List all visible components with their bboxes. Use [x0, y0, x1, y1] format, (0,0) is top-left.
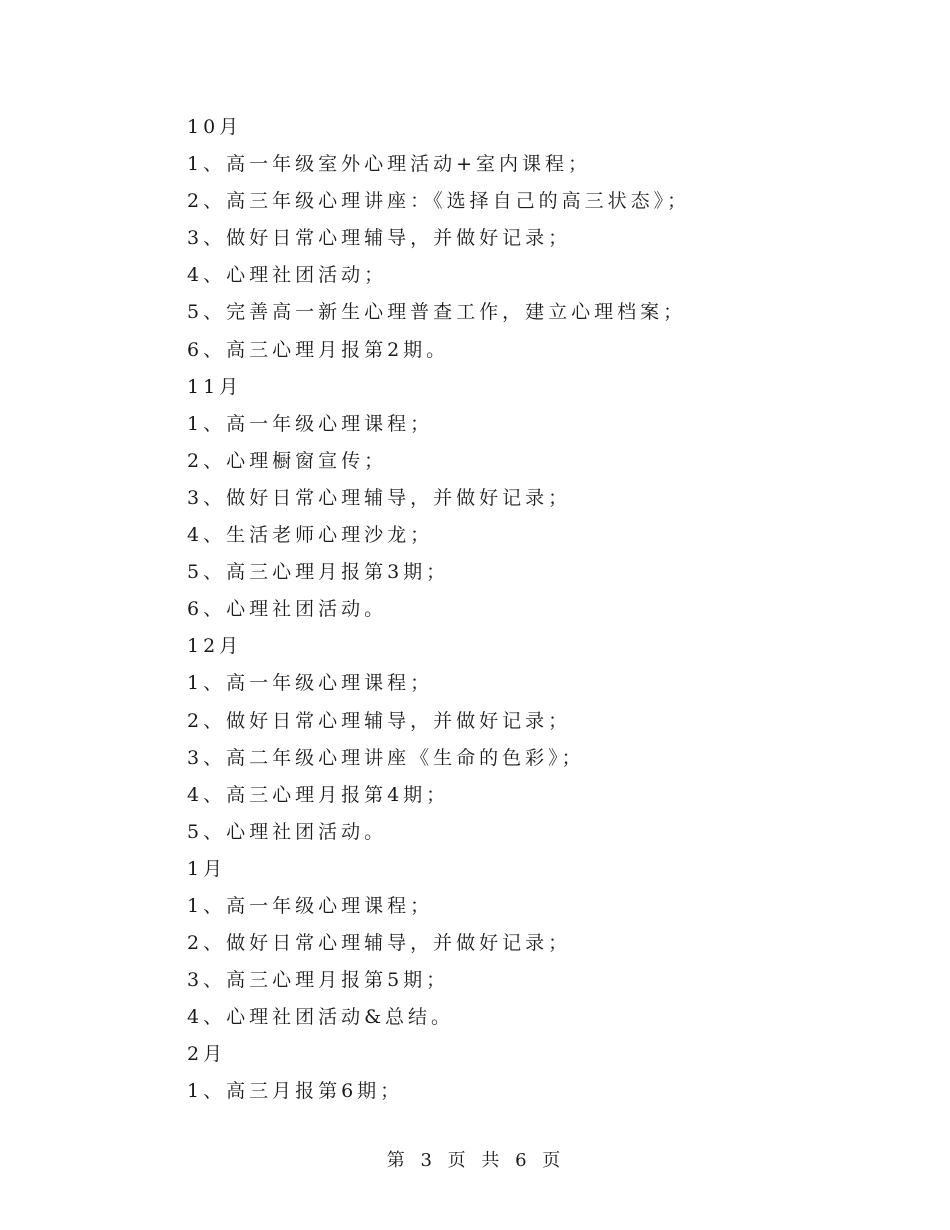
list-item: 5、高三心理月报第3期；	[187, 561, 450, 584]
list-item: 1、高一年级室外心理活动+室内课程；	[187, 153, 592, 176]
page-number-footer: 第 3 页 共 6 页	[386, 1150, 564, 1171]
list-item: 3、高三心理月报第5期；	[187, 969, 450, 992]
list-item: 5、心理社团活动。	[187, 820, 388, 843]
list-item: 4、高三心理月报第4期；	[187, 783, 450, 806]
list-item: 4、心理社团活动&总结。	[187, 1006, 455, 1029]
list-item: 1、高一年级心理课程；	[187, 412, 434, 435]
list-item: 6、心理社团活动。	[187, 598, 388, 621]
list-item: 5、完善高一新生心理普查工作，建立心理档案；	[187, 301, 687, 324]
list-item: 2、心理橱窗宣传；	[187, 449, 388, 472]
month-heading: 2月	[187, 1043, 227, 1066]
list-item: 2、高三年级心理讲座：《选择自己的高三状态》；	[187, 190, 691, 213]
document-body	[187, 109, 807, 1111]
list-item: 3、做好日常心理辅导，并做好记录；	[187, 486, 572, 509]
list-item: 6、高三心理月报第2期。	[187, 338, 450, 361]
list-item: 3、高二年级心理讲座《生命的色彩》；	[187, 746, 585, 769]
month-heading: 11月	[187, 375, 243, 398]
list-item: 4、生活老师心理沙龙；	[187, 524, 434, 547]
month-heading: 12月	[187, 635, 243, 658]
list-item: 1、高一年级心理课程；	[187, 894, 434, 917]
list-item: 3、做好日常心理辅导，并做好记录；	[187, 227, 572, 250]
list-item: 1、高三月报第6期；	[187, 1080, 404, 1103]
month-heading: 1月	[187, 857, 227, 880]
list-item: 2、做好日常心理辅导，并做好记录；	[187, 932, 572, 955]
list-item: 2、做好日常心理辅导，并做好记录；	[187, 709, 572, 732]
list-item: 1、高一年级心理课程；	[187, 672, 434, 695]
list-item: 4、心理社团活动；	[187, 264, 388, 287]
month-heading: 10月	[187, 116, 243, 138]
